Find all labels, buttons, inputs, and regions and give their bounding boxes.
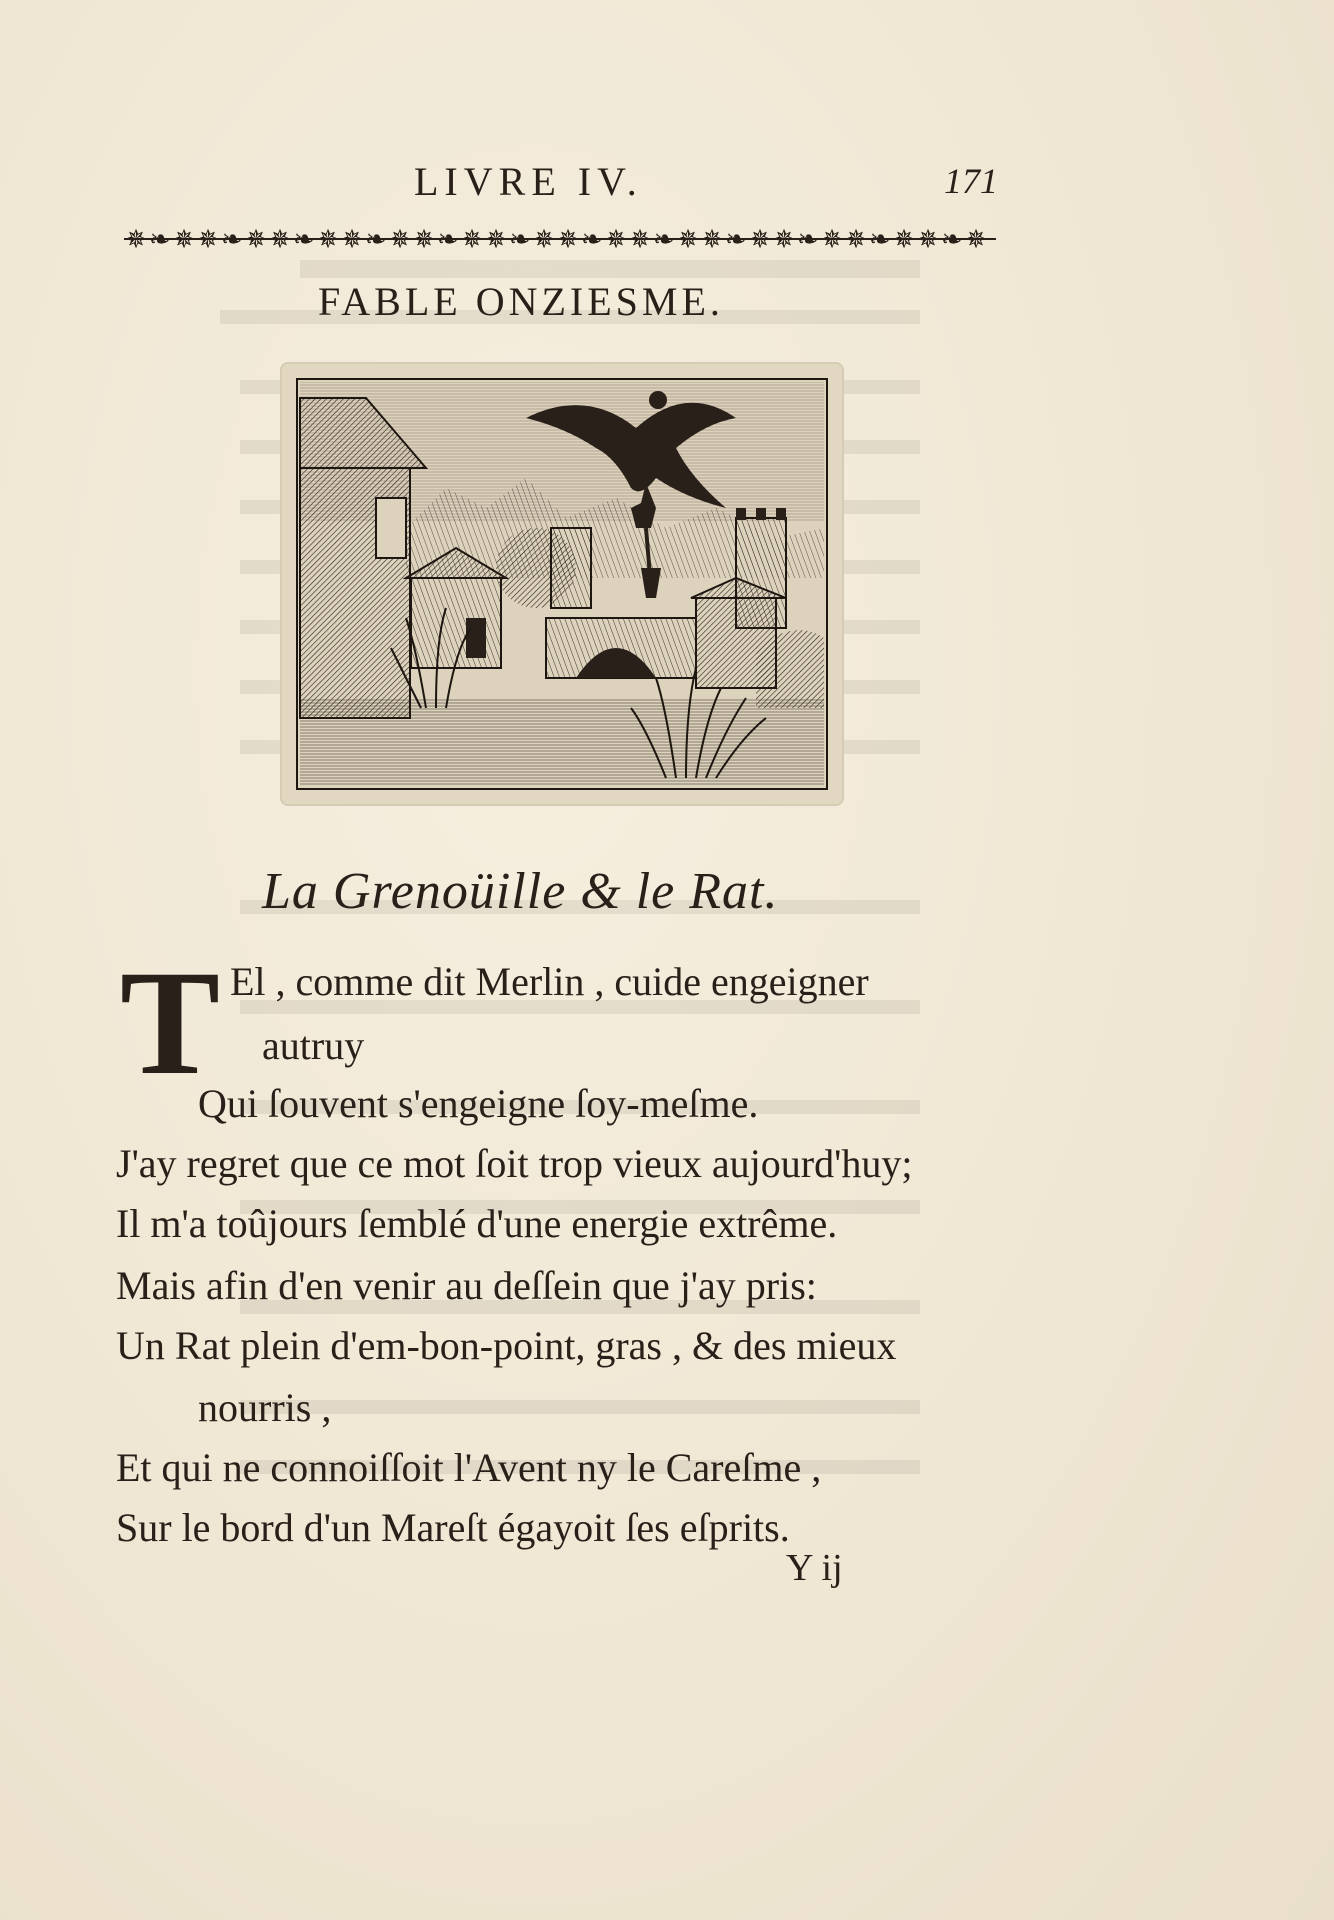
svg-text:❧: ❧: [365, 225, 387, 254]
verse-line: Qui ſouvent s'engeigne ſoy-meſme.: [198, 1081, 759, 1126]
svg-text:✵: ✵: [341, 225, 363, 254]
svg-text:✵: ✵: [533, 225, 555, 254]
svg-text:✵: ✵: [605, 225, 627, 254]
svg-text:✵: ✵: [125, 225, 147, 254]
verse-line: Un Rat plein d'em-bon-point, gras , & des mieux: [116, 1323, 897, 1368]
svg-text:✵: ✵: [413, 225, 435, 254]
svg-text:✵: ✵: [317, 225, 339, 254]
svg-text:✵: ✵: [197, 225, 219, 254]
verse-line: Mais afin d'en venir au deſſein que j'ay pris:: [116, 1263, 817, 1308]
signature-mark: Y ij: [786, 1547, 843, 1589]
svg-text:✵: ✵: [965, 225, 987, 254]
svg-text:❧: ❧: [149, 225, 171, 254]
fable-number-heading: FABLE ONZIESME.: [318, 279, 724, 324]
page-number: 171: [944, 161, 998, 201]
running-head: LIVRE IV.: [414, 159, 643, 204]
verse-line: Il m'a toûjours ſemblé d'une energie extrême.: [116, 1201, 838, 1246]
svg-text:✵: ✵: [173, 225, 195, 254]
svg-text:✵: ✵: [245, 225, 267, 254]
svg-text:✵: ✵: [557, 225, 579, 254]
svg-text:❧: ❧: [221, 225, 243, 254]
svg-text:✵: ✵: [629, 225, 651, 254]
verse-line: El , comme dit Merlin , cuide engeigner: [230, 959, 869, 1004]
svg-text:✵: ✵: [389, 225, 411, 254]
svg-text:❧: ❧: [653, 225, 675, 254]
svg-text:✵: ✵: [821, 225, 843, 254]
svg-text:❧: ❧: [725, 225, 747, 254]
svg-text:✵: ✵: [917, 225, 939, 254]
verse-line: Sur le bord d'un Mareſt égayoit ſes eſprits.: [116, 1505, 790, 1550]
svg-text:✵: ✵: [701, 225, 723, 254]
ornament-rule: [124, 224, 996, 254]
svg-text:❧: ❧: [797, 225, 819, 254]
verse-line: nourris ,: [198, 1385, 332, 1430]
svg-text:✵: ✵: [773, 225, 795, 254]
verse-line: Et qui ne connoiſſoit l'Avent ny le Careſme ,: [116, 1445, 822, 1490]
verse-line: J'ay regret que ce mot ſoit trop vieux aujourd'huy;: [116, 1141, 913, 1186]
svg-text:✵: ✵: [461, 225, 483, 254]
svg-text:✵: ✵: [893, 225, 915, 254]
svg-text:✵: ✵: [269, 225, 291, 254]
svg-text:❧: ❧: [941, 225, 963, 254]
svg-text:✵: ✵: [749, 225, 771, 254]
svg-text:❧: ❧: [581, 225, 603, 254]
svg-text:✵: ✵: [677, 225, 699, 254]
engraving-illustration: [282, 364, 842, 804]
eagle-over-village-engraving: [296, 378, 828, 790]
svg-text:✵: ✵: [845, 225, 867, 254]
svg-text:❧: ❧: [293, 225, 315, 254]
svg-text:❧: ❧: [869, 225, 891, 254]
svg-text:❧: ❧: [509, 225, 531, 254]
svg-text:❧: ❧: [437, 225, 459, 254]
drop-cap: T: [120, 940, 221, 1106]
verse-line: autruy: [262, 1023, 365, 1068]
fable-title: La Grenoüille & le Rat.: [262, 863, 779, 920]
svg-text:✵: ✵: [485, 225, 507, 254]
